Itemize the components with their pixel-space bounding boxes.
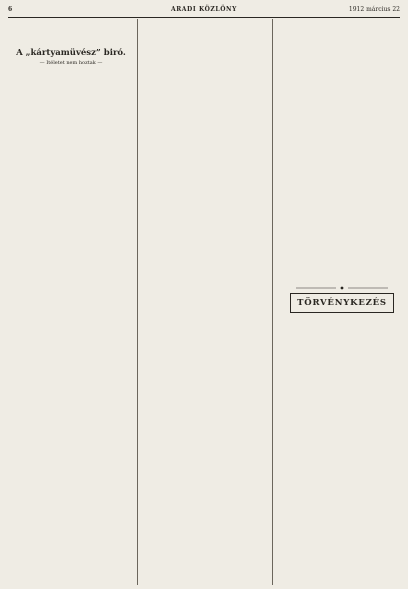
section-title-torvenykezes: TÖRVÉNYKEZÉS [290,293,394,313]
page-number: 6 [8,6,13,13]
newspaper-title: ARADI KÖZLÖNY [170,6,238,13]
issue-date: 1912 március 22 [348,6,400,13]
article-title-kartyamuvesz: A „kártyamüvész” biró. [16,48,126,58]
column-middle-text [142,20,268,586]
article-subtitle-kartyamuvesz: — Itéletet nem hoztak — [39,60,103,66]
ornament-rule [296,286,388,290]
column-divider-right [272,19,273,585]
column-left-text [8,20,134,586]
column-divider-left [137,19,138,585]
page-header [8,4,400,18]
